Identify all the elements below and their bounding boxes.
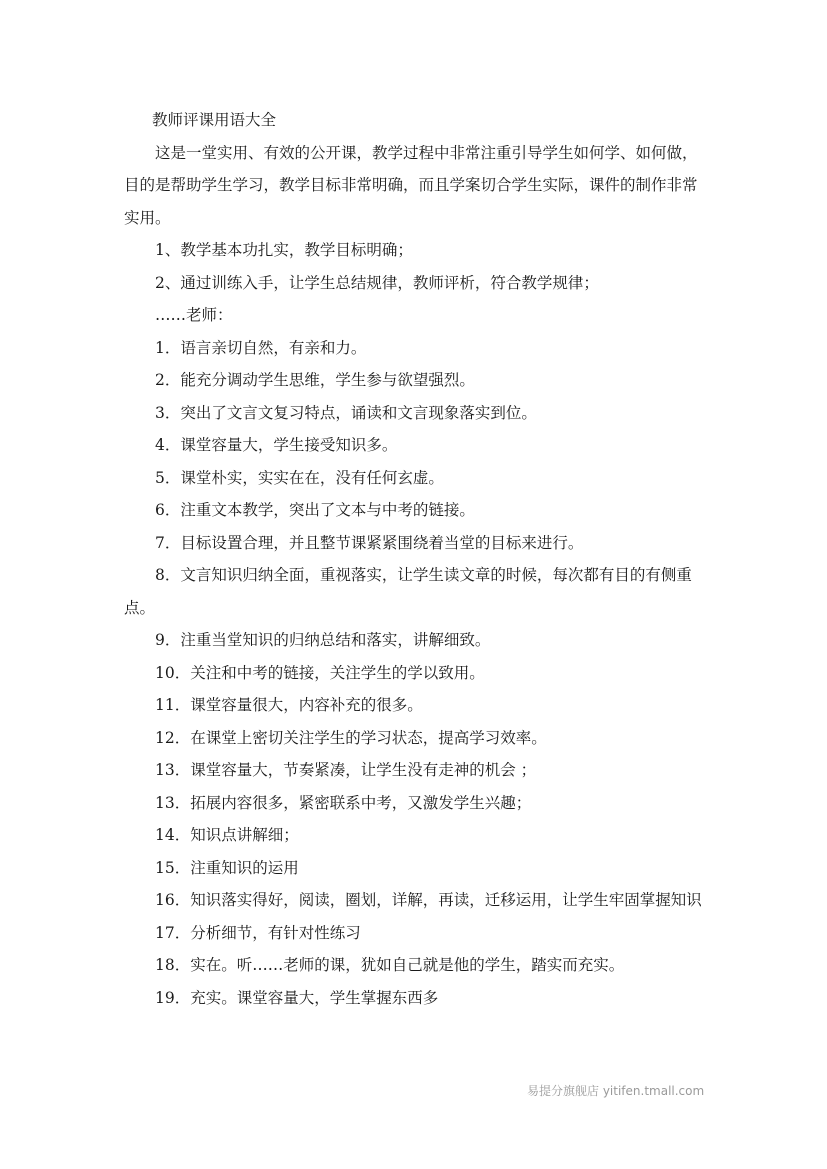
list-item: 11．课堂容量很大，内容补充的很多。 [155,696,423,714]
list-item: 15．注重知识的运用 [155,858,299,877]
list-item: 1、教学基本功扎实，教学目标明确； [155,241,413,259]
list-item: 9．注重当堂知识的归纳总结和落实，讲解细致。 [155,631,491,649]
list-item: 4．课堂容量大，学生接受知识多。 [155,436,398,454]
list-item: 5．课堂朴实，实实在在，没有任何玄虚。 [155,468,444,487]
list-item: 10．关注和中考的链接，关注学生的学以致用。 [155,663,485,682]
list-item: 17．分析细节，有针对性练习 [155,923,361,942]
list-item: 2、通过训练入手，让学生总结规律，教师评析，符合教学规律； [155,273,599,292]
document-title: 教师评课用语大全 [152,111,277,129]
list-item: 8．文言知识归纳全面，重视落实，让学生读文章的时候，每次都有目的有侧重点。 [124,566,692,617]
list-item: 13．课堂容量大，节奏紧凑，让学生没有走神的机会 ； [155,761,537,779]
watermark-text: 易提分旗舰店 yitifen.tmall.com [527,1084,705,1098]
intro-paragraph: 这是一堂实用、有效的公开课，教学过程中非常注重引导学生如何学、如何做，目的是帮助学生学习，教学目标非常明确，而且学案切合学生实际，课件的制作非常实用。 [124,143,698,227]
list-item: 16．知识落实得好，阅读，圈划，详解，再读，迁移运用，让学生牢固掌握知识 [155,891,702,909]
list-item: 2．能充分调动学生思维，学生参与欲望强烈。 [155,371,475,389]
teacher-heading: ……老师： [155,306,233,324]
list-item: 7．目标设置合理，并且整节课紧紧围绕着当堂的目标来进行。 [155,533,584,552]
list-item: 3．突出了文言文复习特点，诵读和文言现象落实到位。 [155,403,537,422]
list-item: 14．知识点讲解细； [155,826,299,844]
document-body [124,104,704,1014]
list-item: 12．在课堂上密切关注学生的学习状态，提高学习效率。 [155,728,547,747]
list-item: 13．拓展内容很多，紧密联系中考，又激发学生兴趣； [155,793,532,812]
list-item: 19．充实。课堂容量大，学生掌握东西多 [155,988,439,1007]
list-item: 1．语言亲切自然，有亲和力。 [155,338,367,357]
list-item: 18．实在。听……老师的课，犹如自己就是他的学生，踏实而充实。 [155,956,625,974]
list-item: 6．注重文本教学，突出了文本与中考的链接。 [155,501,475,519]
